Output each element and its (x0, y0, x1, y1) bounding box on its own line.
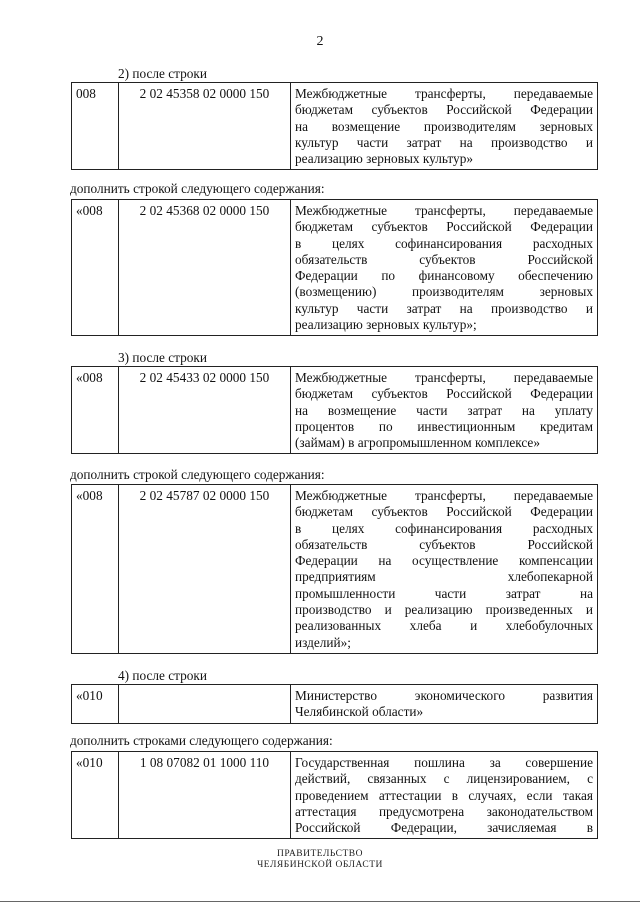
instruction-after-row: 2) после строки (118, 66, 208, 81)
stamp-line: ЧЕЛЯБИНСКОЙ ОБЛАСТИ (257, 860, 383, 870)
text-line: Межбюджетные трансферты, передаваемые (295, 203, 593, 218)
instruction-add-row: дополнить строкой следующего содержания: (70, 181, 325, 196)
admin-code-cell: «008 (72, 200, 119, 336)
kbk-code-cell: 1 08 07082 01 1000 110 (119, 752, 291, 839)
text-line: в целях софинансирования расходных (295, 235, 593, 251)
text-line: (займам) в агропромышленном комплексе» (295, 435, 540, 451)
text-line: Федерации на осуществление компенсации (295, 553, 593, 569)
text-line: бюджетам субъектов Российской Федерации (295, 219, 593, 235)
text-line: обязательств субъектов Российской (295, 251, 593, 267)
text-line: на возмещение производителям зерновых (295, 118, 593, 134)
kbk-code-cell: 2 02 45787 02 0000 150 (119, 485, 291, 654)
text-line: реализованных хлеба и хлебобулочных (295, 618, 593, 634)
text-line: действий, связанных с лицензированием, с (295, 771, 593, 787)
admin-code-cell: «010 (72, 685, 119, 724)
text-line: Межбюджетные трансферты, передаваемые (295, 86, 593, 101)
admin-code-cell: «008 (72, 485, 119, 654)
revenue-name-cell (291, 752, 598, 839)
government-stamp (0, 849, 640, 871)
text-line: бюджетам субъектов Российской Федерации (295, 102, 593, 118)
page-edge-divider (0, 901, 640, 902)
kbk-code-cell: 2 02 45433 02 0000 150 (119, 367, 291, 454)
text-line: промышленности части затрат на (295, 585, 593, 601)
instruction-add-rows: дополнить строками следующего содержания: (70, 733, 333, 748)
text-line: Межбюджетные трансферты, передаваемые (295, 370, 593, 385)
text-line: Межбюджетные трансферты, передаваемые (295, 488, 593, 503)
budget-table-row (71, 684, 598, 724)
stamp-line: ПРАВИТЕЛЬСТВО (277, 849, 363, 859)
text-line: в целях софинансирования расходных (295, 520, 593, 536)
kbk-code-cell: 2 02 45358 02 0000 150 (119, 83, 291, 170)
text-line: на возмещение части затрат на уплату (295, 402, 593, 418)
revenue-name-cell (291, 367, 598, 454)
revenue-name-cell (291, 200, 598, 336)
page-number: 2 (316, 34, 324, 49)
kbk-code-cell (119, 685, 291, 724)
revenue-name-cell (291, 485, 598, 654)
text-line: изделий»; (295, 634, 352, 650)
text-line: Челябинской области» (295, 704, 424, 720)
instruction-after-row: 4) после строки (118, 668, 208, 683)
text-line: производство и реализацию произведенных и (295, 602, 593, 618)
admin-code-cell: «008 (72, 367, 119, 454)
admin-code-cell: «010 (72, 752, 119, 839)
text-line: культур части затрат на производство и (295, 300, 593, 316)
text-line: предприятиям хлебопекарной (295, 569, 593, 585)
instruction-add-row: дополнить строкой следующего содержания: (70, 467, 325, 482)
kbk-code-cell: 2 02 45368 02 0000 150 (119, 200, 291, 336)
text-line: проведением аттестации в случаях, если такая (295, 787, 593, 803)
text-line: обязательств субъектов Российской (295, 536, 593, 552)
text-line: реализацию зерновых культур»; (295, 317, 477, 333)
instruction-after-row: 3) после строки (118, 350, 208, 365)
text-line: Министерство экономического развития (295, 688, 593, 703)
budget-table-row (71, 82, 598, 170)
text-line: Государственная пошлина за совершение (295, 755, 593, 770)
text-line: Федерации по финансовому обеспечению (295, 268, 593, 284)
budget-table-row (71, 366, 598, 454)
text-line: процентов по инвестиционным кредитам (295, 418, 593, 434)
text-line: культур части затрат на производство и (295, 134, 593, 150)
text-line: бюджетам субъектов Российской Федерации (295, 504, 593, 520)
text-line: бюджетам субъектов Российской Федерации (295, 386, 593, 402)
admin-code-cell: 008 (72, 83, 119, 170)
revenue-name-cell (291, 685, 598, 724)
text-line: Российской Федерации, зачисляемая в (295, 820, 593, 836)
budget-table-row (71, 199, 598, 336)
budget-table-row (71, 751, 598, 839)
text-line: реализацию зерновых культур» (295, 151, 473, 167)
budget-table-row (71, 484, 598, 654)
text-line: аттестация предусмотрена законодательством (295, 803, 593, 819)
revenue-name-cell (291, 83, 598, 170)
text-line: (возмещению) производителям зерновых (295, 284, 593, 300)
